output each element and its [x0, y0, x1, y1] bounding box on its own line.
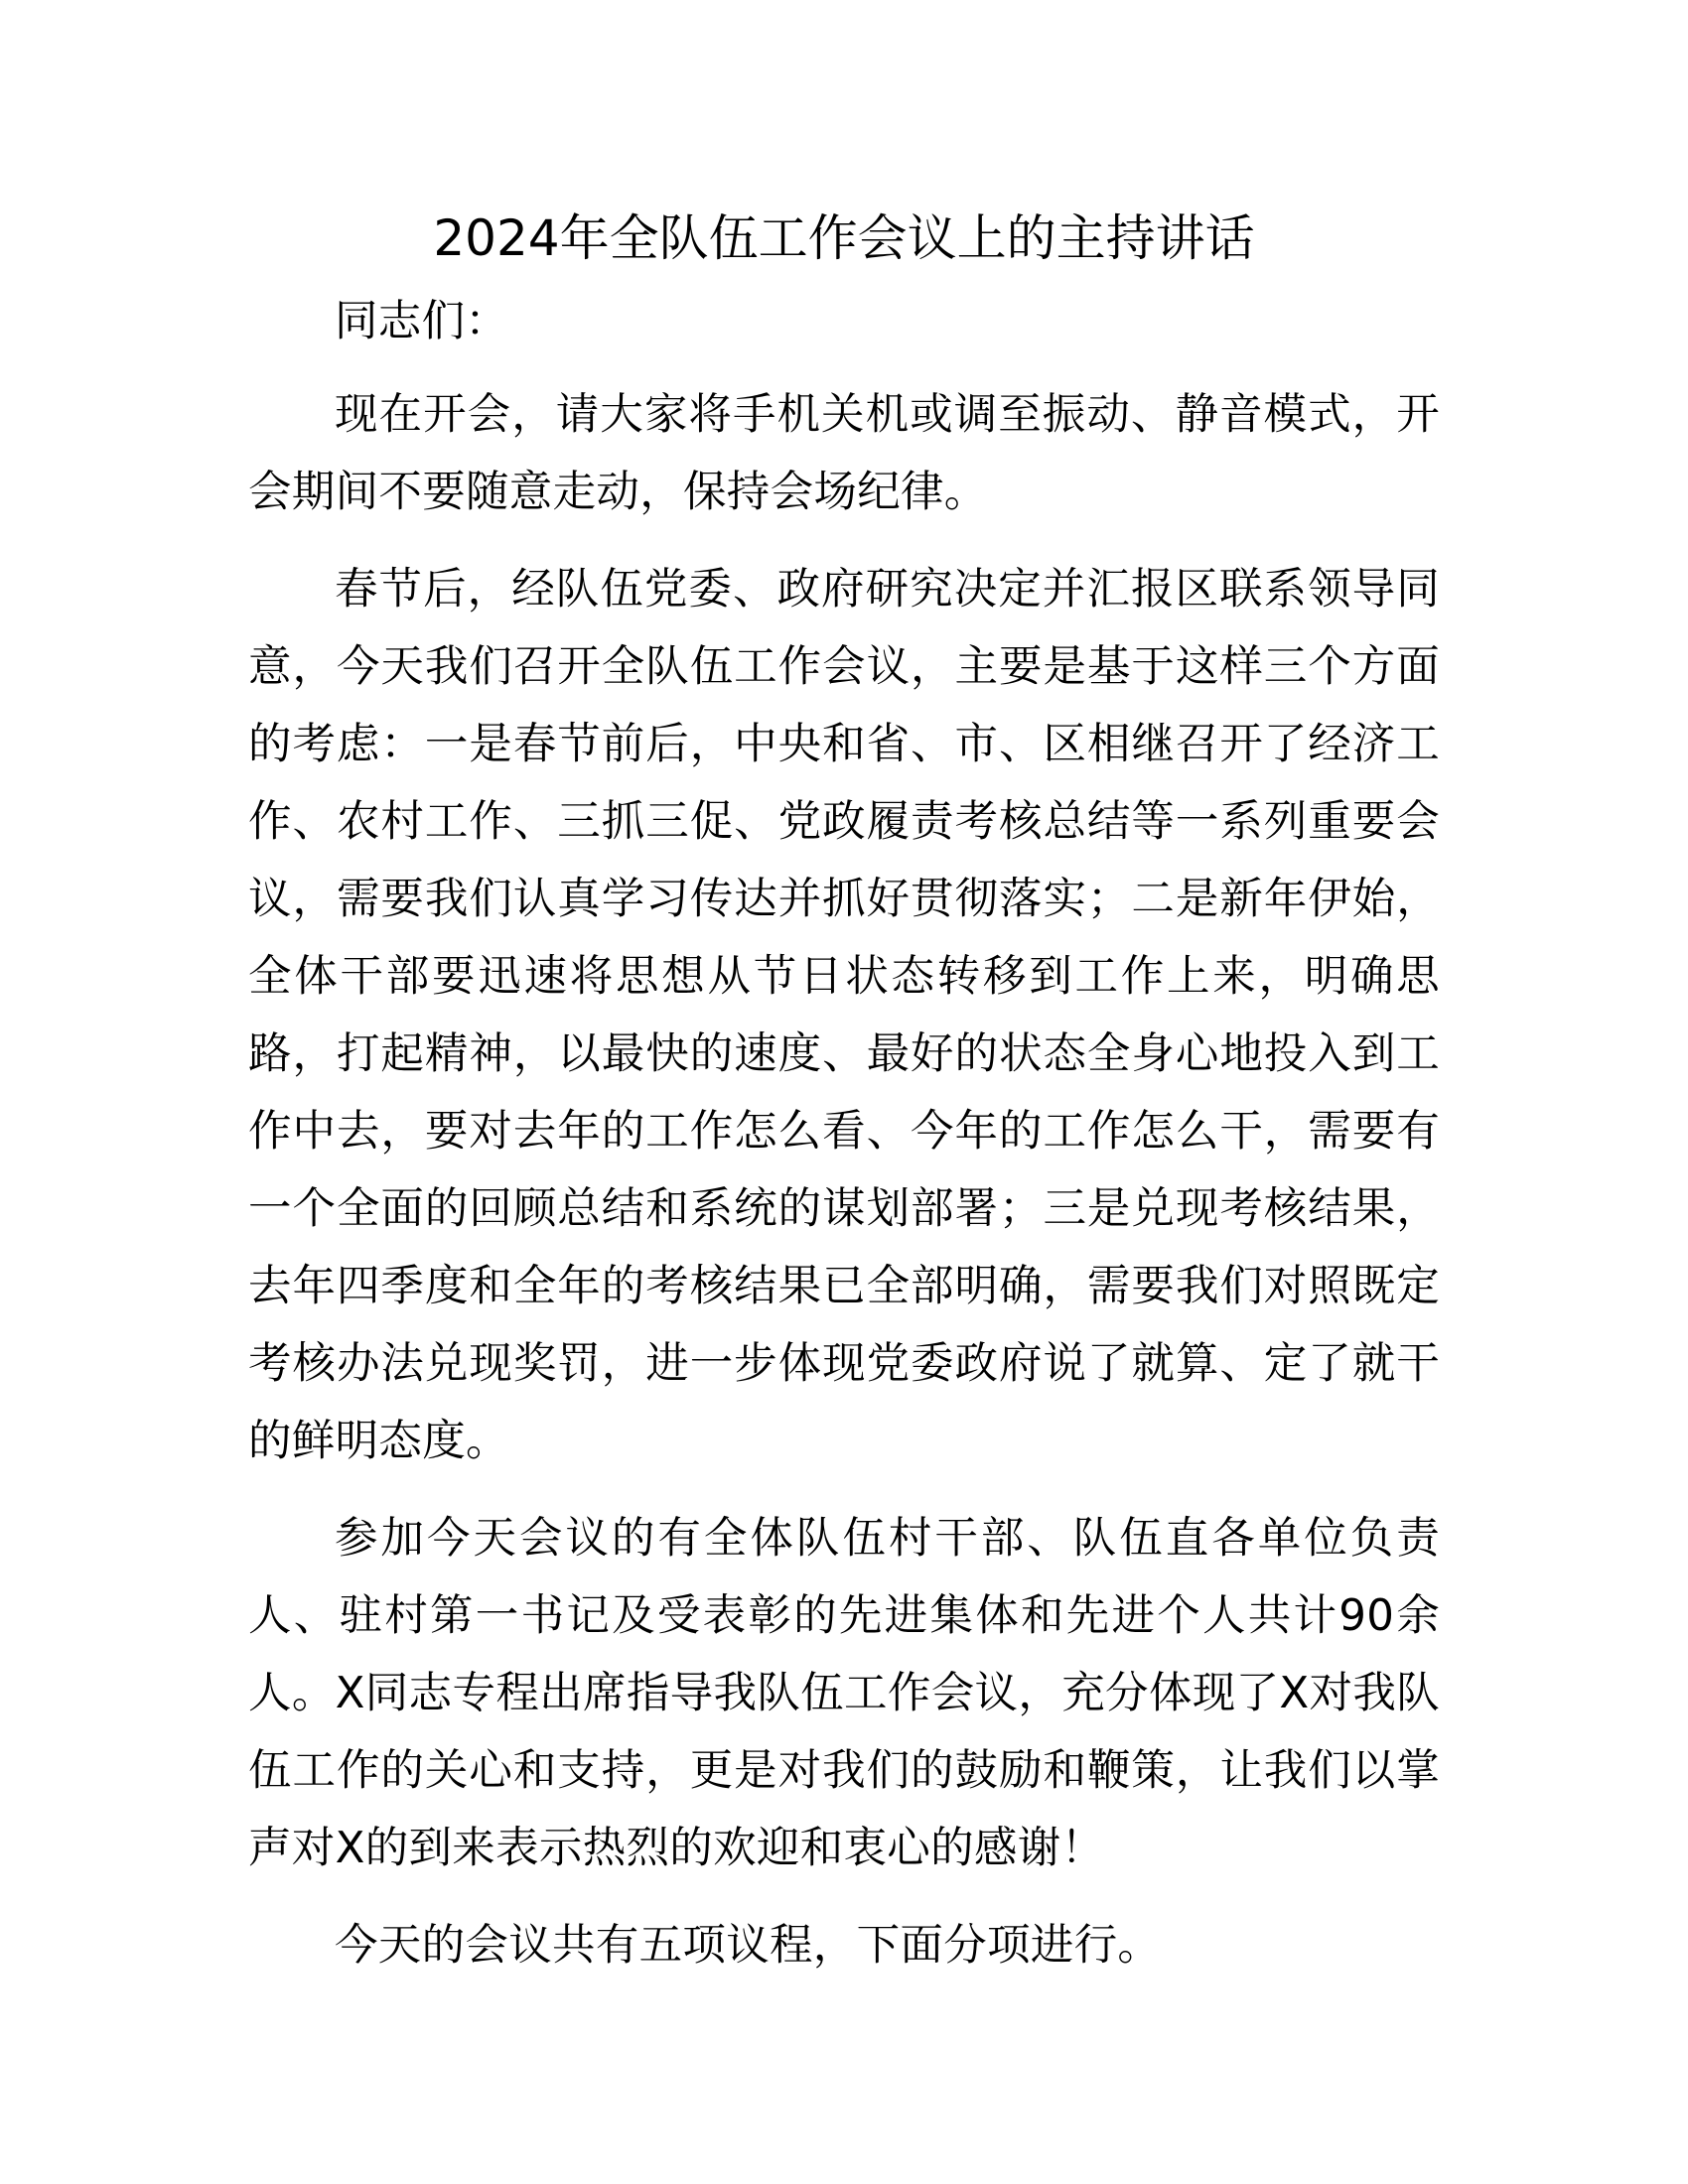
paragraph-agenda: 今天的会议共有五项议程，下面分项进行。 — [335, 1921, 1162, 1971]
paragraph-attendees-welcome: 参加今天会议的有全体队伍村干部、队伍直各单位负责人、驻村第一书记及受表彰的先进集体和先进个人共计90余人。X同志专程出席指导我队伍工作会议，充分体现了X对我队伍工作的关心和支持，更是对我们的鼓励和鞭策，让我们以掌声对X的到来表示热烈的欢迎和衷心的感谢！ — [248, 1514, 1440, 1873]
paragraph-opening-notice: 现在开会，请大家将手机关机或调至振动、静音模式，开会期间不要随意走动，保持会场纪律。 — [248, 390, 1440, 517]
paragraph-meeting-purpose: 春节后，经队伍党委、政府研究决定并汇报区联系领导同意，今天我们召开全队伍工作会议，主要是基于这样三个方面的考虑：一是春节前后，中央和省、市、区相继召开了经济工作、农村工作、三抓三促、党政履责考核总结等一系列重要会议，需要我们认真学习传达并抓好贯彻落实；二是新年伊始，全体干部要迅速将思想从节日状态转移到工作上来，明确思路，打起精神，以最快的速度、最好的状态全身心地投入到工作中去，要对去年的工作怎么看、今年的工作怎么干，需要有一个全面的回顾总结和系统的谋划部署；三是兑现考核结果，去年四季度和全年的考核结果已全部明确，需要我们对照既定考核办法兑现奖罚，进一步体现党委政府说了就算、定了就干的鲜明态度。 — [248, 565, 1440, 1466]
document-body — [248, 204, 1440, 2004]
document-title: 2024年全队伍工作会议上的主持讲话 — [433, 209, 1255, 267]
salutation: 同志们： — [335, 297, 509, 346]
